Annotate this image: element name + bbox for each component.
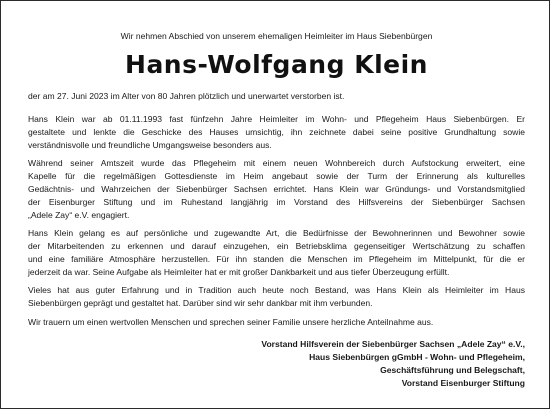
paragraph-character xyxy=(28,227,525,279)
paragraph-line: Wir trauern um einen wertvollen Menschen und sprechen seiner Familie unsere herzliche Anteilnahme aus. xyxy=(28,317,434,327)
paragraph-condolence xyxy=(28,316,525,329)
death-announcement: der am 27. Juni 2023 im Alter von 80 Jahren plötzlich und unerwartet verstorben ist. xyxy=(28,91,345,101)
paragraph-line: gestaltete und lenkte die Geschicke des Hauses umsichtig, ihn zeichnete dabei seine positive Grundhaltung sowie xyxy=(28,126,525,137)
paragraph-line: der Mitarbeitenden zu erkennen und darauf einzugehen, ein Betriebsklima gegenseitiger Wertschätzung zu schaffen xyxy=(28,240,525,251)
paragraph-achievements xyxy=(28,157,525,221)
paragraph-line: und eine familiäre Atmosphäre herzustellen. Für ihn standen die Menschen im Pflegeheim im Mittelpunkt, für die er xyxy=(28,253,525,264)
signature-line: Haus Siebenbürgen gGmbH - Wohn- und Pflegeheim, xyxy=(309,351,525,362)
paragraph-line: „Adele Zay“ e.V. engagiert. xyxy=(28,209,130,220)
paragraph-line: Gedächtnis- und Wahrzeichen der Siebenbürger Sachsen errichtet. Hans Klein war Gründungs- und Vorstandsmitglied xyxy=(28,183,525,194)
paragraph-line: Kapelle für die regelmäßigen Gottesdienste im Heim angebaut sowie der Turm der Erinnerung als kulturelles xyxy=(28,170,525,181)
paragraph-legacy xyxy=(28,284,525,310)
signature-block xyxy=(261,338,525,390)
paragraph-line: jederzeit da war. Seine Aufgabe als Heimleiter hat er mit großer Dankbarkeit und aus tiefer Überzeugung erfüllt. xyxy=(28,266,450,277)
signature-line: Vorstand Hilfsverein der Siebenbürger Sachsen „Adele Zay“ e.V., xyxy=(261,339,525,349)
paragraph-line: Siebenbürgen geprägt und gestaltet hat. Darüber sind wir sehr dankbar mit ihm verbunden. xyxy=(28,297,373,308)
paragraph-line: Vieles hat aus guter Erfahrung und in Tradition auch heute noch Bestand, was Hans Klein als Heimleiter im Haus xyxy=(28,285,525,295)
paragraph-tenure xyxy=(28,113,525,152)
paragraph-line: Hans Klein gelang es auf persönliche und zugewandte Art, die Bedürfnisse der Bewohnerinnen und Bewohner sowie xyxy=(28,228,525,238)
signature-line: Geschäftsführung und Belegschaft, xyxy=(380,364,525,375)
paragraph-line: Hans Klein war ab 01.11.1993 fast fünfzehn Jahre Heimleiter im Wohn- und Pflegeheim Haus Siebenbürgen. Er xyxy=(28,114,525,124)
paragraph-line: verständnisvolle und freundliche Umgangsweise besonders aus. xyxy=(28,139,272,150)
deceased-name: Hans-Wolfgang Klein xyxy=(125,50,428,79)
signature-line: Vorstand Eisenburger Stiftung xyxy=(401,377,525,388)
intro-line: Wir nehmen Abschied von unserem ehemaligen Heimleiter im Haus Siebenbürgen xyxy=(120,31,433,41)
paragraph-line: Während seiner Amtszeit wurde das Pflegeheim mit einem neuen Wohnbereich durch Aufstockung erweitert, eine xyxy=(28,158,525,168)
paragraph-line: der Eisenburger Stiftung und im Ruhestand langjährig im Vorstand des Hilfsvereins der Siebenbürger Sachsen xyxy=(28,196,525,207)
